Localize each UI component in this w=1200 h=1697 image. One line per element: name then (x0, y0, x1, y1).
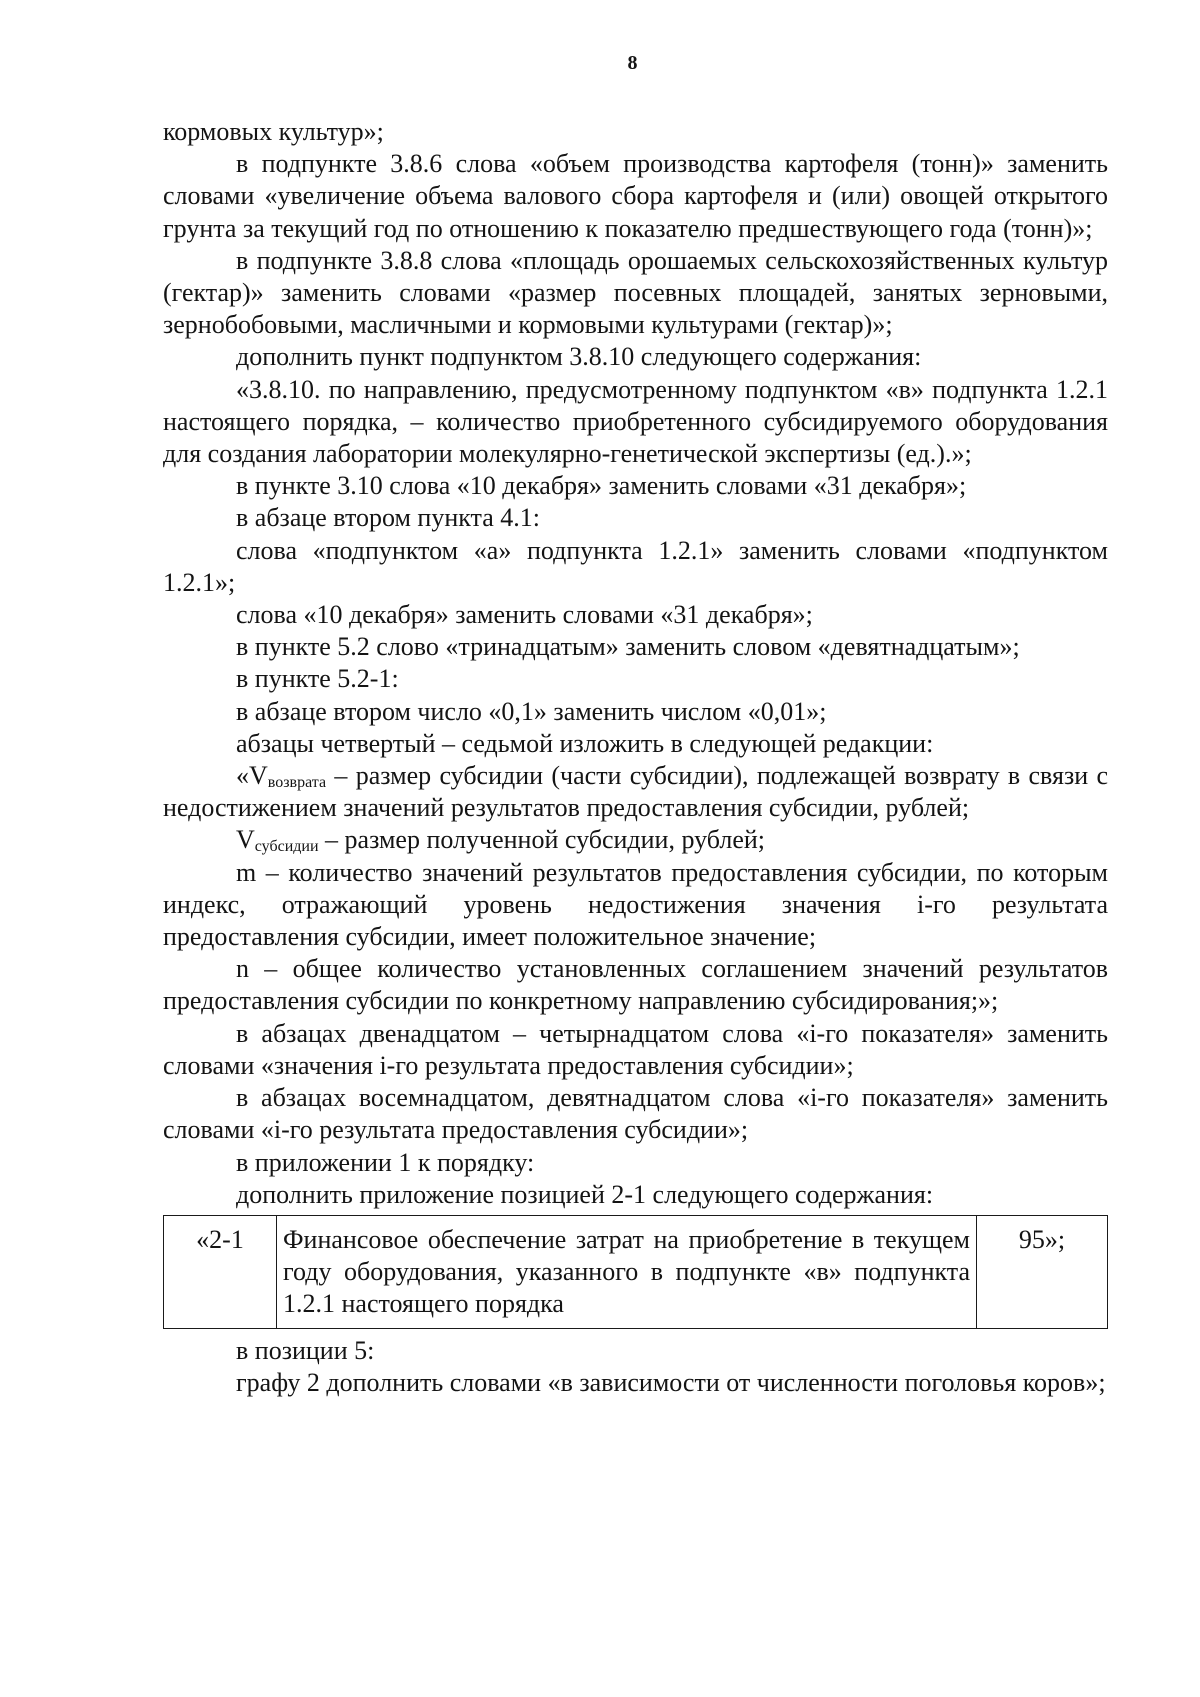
paragraph: в пункте 3.10 слова «10 декабря» заменить словами «31 декабря»; (236, 471, 967, 501)
paragraph: в пункте 5.2-1: (236, 664, 399, 694)
position-value-cell: 95»; (977, 1215, 1108, 1328)
paragraph: в абзаце втором пункта 4.1: (236, 503, 540, 533)
paragraphs-after-table (163, 1333, 1108, 1399)
formula-v-subsidy-symbol: V (236, 825, 255, 855)
formula-v-return-subscript: возврата (267, 774, 327, 792)
paragraph: в подпункте 3.8.8 слова «площадь орошаемых сельскохозяйственных культур (гектар)» заменить словами «размер посевных площадей, занятых зерновыми, зернобобовыми, масличными и кормовыми культурами (гектар)»; (163, 245, 1108, 340)
paragraph: в позиции 5: (236, 1335, 375, 1365)
paragraph: в абзацах восемнадцатом, девятнадцатом слова «i-го показателя» заменить словами «i-го результата предоставления субсидии»; (163, 1083, 1108, 1145)
paragraph: в приложении 1 к порядку: (236, 1147, 535, 1177)
paragraph: графу 2 дополнить словами «в зависимости от численности поголовья коров»; (236, 1368, 1106, 1398)
position-table (163, 1215, 1108, 1329)
paragraph: n – общее количество установленных соглашением значений результатов предоставления субсидии по конкретному направлению субсидирования;»; (163, 954, 1108, 1016)
paragraph: m – количество значений результатов предоставления субсидии, по которым индекс, отражающий уровень недостижения значения i-го результата предоставления субсидии, имеет положительное значение; (163, 857, 1108, 952)
formula-v-return-symbol: «V (236, 761, 268, 791)
paragraph: дополнить приложение позицией 2-1 следующего содержания: (236, 1179, 934, 1209)
paragraph: в абзаце втором число «0,1» заменить числом «0,01»; (236, 696, 827, 726)
paragraph: в подпункте 3.8.6 слова «объем производства картофеля (тонн)» заменить словами «увеличение объема валового сбора картофеля и (или) овощей открытого грунта за текущий год по отношению к показателю предшествующего года (тонн)»; (163, 149, 1108, 243)
paragraph: слова «подпунктом «а» подпункта 1.2.1» заменить словами «подпунктом 1.2.1»; (163, 535, 1108, 597)
formula-v-return-text: – размер субсидии (части субсидии), подлежащей возврату в связи с недостижением значений результатов предоставления субсидии, рублей; (163, 761, 1108, 823)
paragraph: дополнить пункт подпунктом 3.8.10 следующего содержания: (236, 342, 922, 372)
paragraph: абзацы четвертый – седьмой изложить в следующей редакции: (236, 728, 934, 758)
formula-v-return-definition (163, 760, 1108, 824)
formula-v-subsidy-definition (163, 824, 1108, 856)
document-body (163, 116, 1108, 1399)
paragraph: «3.8.10. по направлению, предусмотренному подпунктом «в» подпункта 1.2.1 настоящего порядка, – количество приобретенного субсидируемого оборудования для создания лаборатории молекулярно-генетической экспертизы (ед.).»; (163, 374, 1108, 469)
paragraph: кормовых культур»; (163, 117, 384, 146)
page-number: 8 (627, 52, 638, 74)
paragraphs-middle (163, 857, 1108, 1211)
paragraph: слова «10 декабря» заменить словами «31 декабря»; (236, 600, 813, 630)
position-number-cell: «2-1 (164, 1215, 277, 1328)
table-row (164, 1215, 1108, 1328)
paragraph: в абзацах двенадцатом – четырнадцатом слова «i-го показателя» заменить словами «значения i-го результата предоставления субсидии»; (163, 1018, 1108, 1080)
position-table-wrapper (163, 1215, 1108, 1329)
formula-v-subsidy-subscript: субсидии (254, 838, 319, 856)
paragraphs-before-table (163, 116, 1108, 760)
position-description-cell: Финансовое обеспечение затрат на приобретение в текущем году оборудования, указанного в подпункте «в» подпункта 1.2.1 настоящего порядка (277, 1215, 977, 1328)
formula-v-subsidy-text: – размер полученной субсидии, рублей; (318, 825, 766, 855)
paragraph: в пункте 5.2 слово «тринадцатым» заменить словом «девятнадцатым»; (236, 632, 1020, 662)
